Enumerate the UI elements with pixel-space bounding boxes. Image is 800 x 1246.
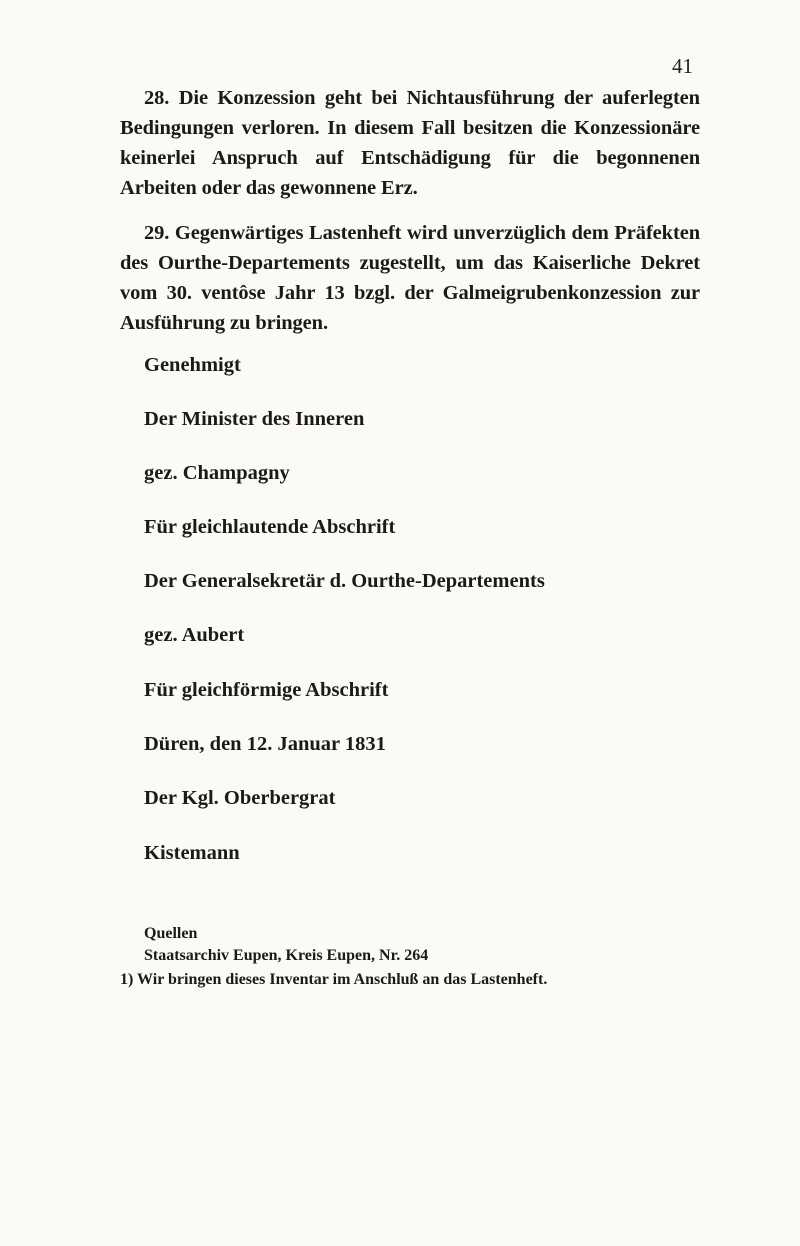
footnote: 1) Wir bringen dieses Inventar im Anschluß an das Lastenheft.	[120, 971, 548, 988]
secretary-signature: gez. Aubert	[144, 624, 245, 646]
sources-archive: Staatsarchiv Eupen, Kreis Eupen, Nr. 264	[144, 947, 429, 964]
secretary-title: Der Generalsekretär d. Ourthe-Departements	[144, 570, 545, 592]
paragraph-28: 28. Die Konzession geht bei Nichtausführung der auferlegten Bedingungen verloren. In diesem Fall besitzen die Konzessionäre keinerlei Anspruch auf Entschädigung für die begonnenen Arbeiten oder das gewonnene Erz.	[120, 87, 700, 199]
paragraph-29: 29. Gegenwärtiges Lastenheft wird unverzüglich dem Präfekten des Ourthe-Departements zugestellt, um das Kaiserliche Dekret vom 30. ventôse Jahr 13 bzgl. der Galmeigrubenkonzession zur Ausführung zu bringen.	[120, 222, 700, 334]
minister-title: Der Minister des Inneren	[144, 408, 365, 430]
sources-heading: Quellen	[144, 925, 198, 942]
official-title: Der Kgl. Oberbergrat	[144, 787, 336, 809]
copy-note-conform: Für gleichförmige Abschrift	[144, 679, 389, 701]
place-date: Düren, den 12. Januar 1831	[144, 733, 386, 755]
page-number: 41	[672, 54, 693, 78]
approval-label: Genehmigt	[144, 354, 241, 376]
minister-signature: gez. Champagny	[144, 462, 290, 484]
copy-note-identical: Für gleichlautende Abschrift	[144, 516, 396, 538]
official-signature: Kistemann	[144, 842, 240, 864]
